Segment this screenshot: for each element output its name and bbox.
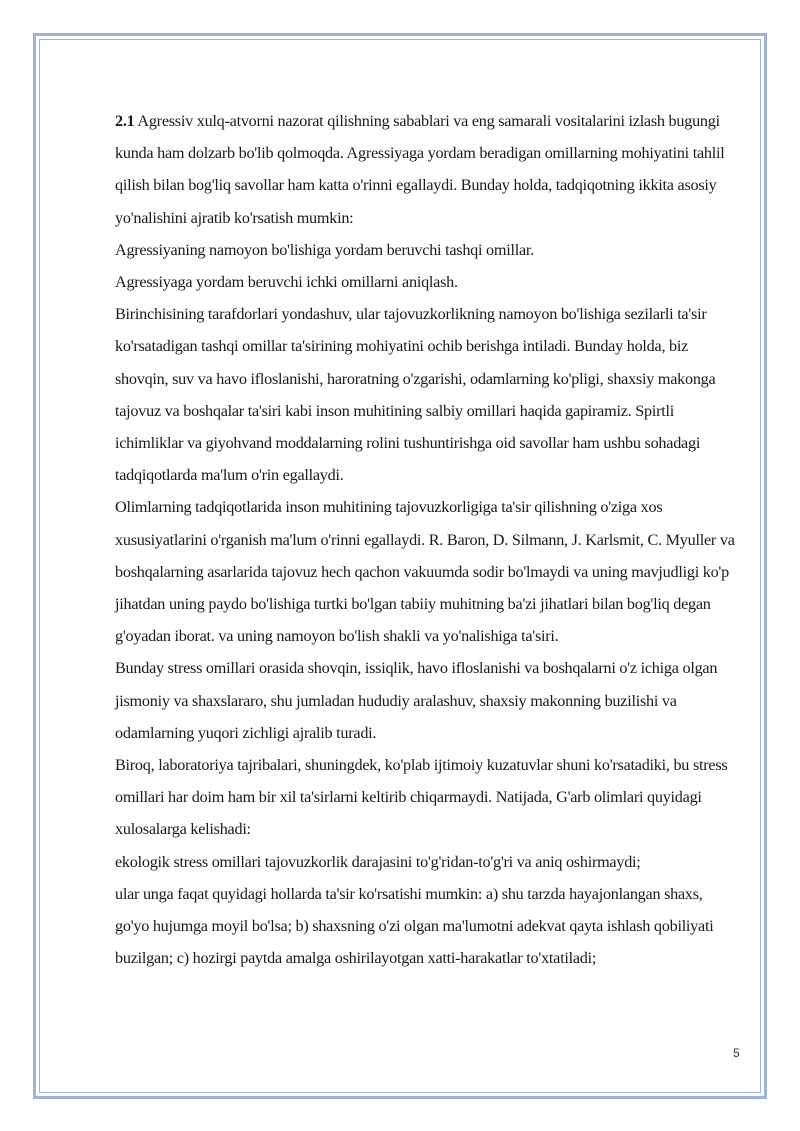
section-number: 2.1 (115, 112, 135, 130)
paragraph-7: Biroq, laboratoriya tajribalari, shuningdek, ko'plab ijtimoiy kuzatuvlar shuni ko'rsatadiki, bu stress omillari har doim ham bir xil ta'sirlarni keltirib chiqarmaydi. Natijada, G'arb olimlari quyidagi xulosalarga kelishadi: (115, 756, 728, 839)
paragraph-8: ekologik stress omillari tajovuzkorlik darajasini to'g'ridan-to'g'ri va aniq oshirmaydi; (115, 852, 641, 871)
document-body (115, 105, 740, 974)
paragraph-4: Birinchisining tarafdorlari yondashuv, ular tajovuzkorlikning namoyon bo'lishiga sezilarli ta'sir ko'rsatadigan tashqi omillar ta'sirining mohiyatini ochib berishga intiladi. Bunday holda, biz shovqin, suv va havo ifloslanishi, haroratning o'zgarishi, odamlarning ko'pligi, shaxsiy makonga tajovuz va boshqalar ta'siri kabi inson muhitining salbiy omillari haqida gapiramiz. Spirtli ichimliklar va giyohvand moddalarning rolini tushuntirishga oid savollar ham ushbu sohadagi tadqiqotlarda ma'lum o'rin egallaydi. (115, 305, 716, 485)
paragraph-6: Bunday stress omillari orasida shovqin, issiqlik, havo ifloslanishi va boshqalarni o'z ichiga olgan jismoniy va shaxslararo, shu jumladan hududiy aralashuv, shaxsiy makonning buzilishi va odamlarning yuqori zichligi ajralib turadi. (115, 659, 718, 742)
paragraph-2: Agressiyaning namoyon bo'lishiga yordam beruvchi tashqi omillar. (115, 240, 534, 259)
paragraph-5: Olimlarning tadqiqotlarida inson muhitining tajovuzkorligiga ta'sir qilishning o'ziga xos xususiyatlarini o'rganish ma'lum o'rinni egallaydi. R. Baron, D. Silmann, J. Karlsmit, C. Myuller va boshqalarning asarlarida tajovuz hech qachon vakuumda sodir bo'lmaydi va uning mavjudligi ko'p jihatdan uning paydo bo'lishiga turtki bo'lgan tabiiy muhitning ba'zi jihatlari bilan bog'liq degan g'oyadan iborat. va uning namoyon bo'lish shakli va yo'nalishiga ta'siri. (115, 498, 735, 646)
page-number: 5 (733, 1046, 740, 1060)
paragraph-1 (115, 105, 740, 234)
paragraph-9: ular unga faqat quyidagi hollarda ta'sir ko'rsatishi mumkin: a) shu tarzda hayajonlangan shaxs, go'yo hujumga moyil bo'lsa; b) shaxsning o'zi olgan ma'lumotni adekvat qayta ishlash qobiliyati buzilgan; c) hozirgi paytda amalga oshirilayotgan xatti-harakatlar to'xtatiladi; (115, 884, 714, 968)
paragraph-3: Agressiyaga yordam beruvchi ichki omillarni aniqlash. (115, 273, 458, 292)
paragraph-1-text: Agressiv xulq-atvorni nazorat qilishning sabablari va eng samarali vositalarini izlash bugungi kunda ham dolzarb bo'lib qolmoqda. Agressiyaga yordam beradigan omillarning mohiyatini tahlil qilish bilan bog'liq savollar ham katta o'rinni egallaydi. Bunday holda, tadqiqotning ikkita asosiy yo'nalishini ajratib ko'rsatish mumkin: (115, 112, 725, 227)
